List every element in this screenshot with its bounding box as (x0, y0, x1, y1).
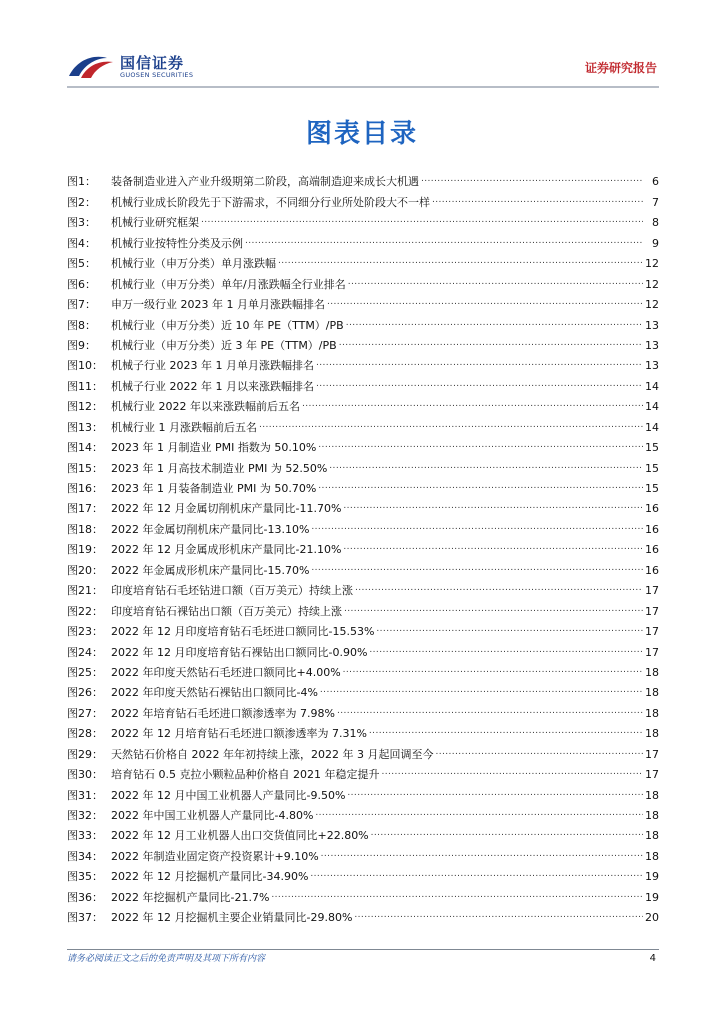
toc-entry-page: 12 (645, 257, 659, 271)
toc-entry-title: 印度培育钻石裸钻出口额（百万美元）持续上涨 (111, 604, 342, 618)
toc-entry-number: 图26： (67, 686, 103, 700)
toc-entry-leader (271, 889, 643, 902)
toc-entry-title: 天然钻石价格自 2022 年年初持续上涨，2022 年 3 月起回调至今 (111, 747, 434, 761)
toc-entry-number: 图36： (67, 890, 103, 904)
toc-entry-page: 17 (645, 625, 659, 639)
toc-entry-leader (320, 684, 643, 697)
toc-entry-leader (432, 194, 643, 207)
toc-entry[interactable] (67, 311, 659, 331)
toc-entry-leader (318, 439, 643, 452)
toc-entry[interactable] (67, 188, 659, 208)
toc-entry[interactable] (67, 822, 659, 842)
toc-entry-title: 机械子行业 2022 年 1 月以来涨跌幅排名 (111, 379, 314, 393)
toc-entry-leader (311, 521, 643, 534)
toc-entry-page: 16 (645, 522, 659, 536)
toc-entry[interactable] (67, 863, 659, 883)
toc-entry-page: 19 (645, 890, 659, 904)
logo-en-text: GUOSEN SECURITIES (120, 71, 194, 79)
toc-entry[interactable] (67, 577, 659, 597)
toc-entry-leader (259, 419, 643, 432)
toc-entry-page: 16 (645, 563, 659, 577)
toc-entry-leader (347, 787, 643, 800)
toc-entry-page: 17 (645, 584, 659, 598)
toc-entry-title: 印度培育钻石毛坯钻进口额（百万美元）持续上涨 (111, 584, 353, 598)
toc-entry[interactable] (67, 372, 659, 392)
toc-entry-number: 图19： (67, 543, 103, 557)
toc-entry-leader (245, 235, 643, 248)
toc-entry[interactable] (67, 332, 659, 352)
toc-entry-title: 2023 年 1 月制造业 PMI 指数为 50.10% (111, 441, 317, 455)
toc-entry[interactable] (67, 413, 659, 433)
toc-entry-leader (371, 827, 643, 840)
toc-entry-title: 2022 年 12 月工业机器人出口交货值同比+22.80% (111, 829, 369, 843)
toc-entry-leader (337, 705, 643, 718)
toc-entry-leader (316, 378, 643, 391)
toc-entry-page: 16 (645, 543, 659, 557)
toc-entry-leader (344, 603, 643, 616)
toc-entry-leader (421, 173, 643, 186)
toc-entry-title: 机械行业研究框架 (111, 216, 199, 230)
toc-entry-page: 13 (645, 359, 659, 373)
toc-entry-title: 机械子行业 2023 年 1 月单月涨跌幅排名 (111, 359, 314, 373)
toc-entry[interactable] (67, 270, 659, 290)
toc-entry[interactable] (67, 679, 659, 699)
toc-entry-title: 培育钻石 0.5 克拉小颗粒品种价格自 2021 年稳定提升 (111, 768, 380, 782)
toc-entry[interactable] (67, 618, 659, 638)
toc-entry[interactable] (67, 352, 659, 372)
toc-entry-number: 图11： (67, 379, 103, 393)
toc-entry[interactable] (67, 638, 659, 658)
toc-entry-page: 14 (645, 379, 659, 393)
toc-entry-page: 15 (645, 461, 659, 475)
toc-entry-title: 机械行业（申万分类）近 10 年 PE（TTM）/PB (111, 318, 344, 332)
page-title: 图表目录 (305, 119, 418, 149)
toc-entry-number: 图27： (67, 706, 103, 720)
header-divider (67, 86, 659, 88)
toc-entry[interactable] (67, 536, 659, 556)
toc-entry-title: 机械行业（申万分类）单年/月涨跌幅全行业排名 (111, 277, 346, 291)
toc-entry-number: 图15： (67, 461, 103, 475)
toc-entry-leader (376, 623, 643, 636)
toc-entry[interactable] (67, 740, 659, 760)
toc-entry[interactable] (67, 597, 659, 617)
page-number: 4 (649, 953, 656, 964)
toc-entry[interactable] (67, 761, 659, 781)
toc-entry[interactable] (67, 883, 659, 903)
toc-entry-title: 2022 年 12 月金属成形机床产量同比-21.10% (111, 543, 342, 557)
toc-entry-page: 9 (652, 236, 659, 250)
toc-entry-number: 图18： (67, 522, 103, 536)
toc-entry-page: 18 (645, 665, 659, 679)
toc-entry-number: 图21： (67, 584, 103, 598)
toc-entry-leader (315, 807, 643, 820)
toc-entry-title: 2022 年 12 月培育钻石毛坯进口额渗透率为 7.31% (111, 727, 367, 741)
company-logo (67, 50, 217, 84)
toc-entry-number: 图23： (67, 625, 103, 639)
toc-entry-number: 图12： (67, 400, 103, 414)
toc-entry-page: 18 (645, 809, 659, 822)
toc-entry-leader (435, 746, 643, 759)
toc-entry-title: 2023 年 1 月装备制造业 PMI 为 50.70% (111, 482, 317, 495)
toc-entry-title: 2022 年培育钻石毛坯进口额渗透率为 7.98% (111, 706, 335, 720)
toc-entry[interactable] (67, 250, 659, 270)
toc-entry-page: 18 (645, 849, 659, 863)
toc-entry-title: 申万一级行业 2023 年 1 月单月涨跌幅排名 (111, 298, 325, 312)
toc-entry-leader (346, 317, 643, 330)
toc-entry-leader (354, 909, 643, 922)
toc-entry-leader (201, 214, 643, 227)
toc-entry-number: 图5： (67, 257, 96, 271)
toc-entry[interactable] (67, 393, 659, 413)
toc-entry-number: 图16： (67, 482, 103, 495)
toc-entry-page: 16 (645, 502, 659, 516)
footer-disclaimer: 请务必阅读正文之后的免责声明及其项下所有内容 (67, 954, 266, 964)
toc-entry-title: 机械行业 2022 年以来涨跌幅前后五名 (111, 400, 300, 414)
report-type-label: 证券研究报告 (584, 61, 657, 75)
toc-entry[interactable] (67, 556, 659, 576)
toc-entry-title: 机械行业按特性分类及示例 (111, 236, 243, 250)
toc-entry-page: 6 (652, 175, 659, 189)
toc-entry[interactable] (67, 781, 659, 801)
toc-entry-number: 图31： (67, 788, 103, 802)
toc-entry-number: 图33： (67, 829, 103, 843)
toc-entry-leader (311, 562, 643, 575)
toc-entry-number: 图9： (67, 338, 96, 352)
toc-entry-number: 图25： (67, 665, 103, 679)
toc-entry[interactable] (67, 515, 659, 535)
toc-entry-number: 图13： (67, 420, 103, 434)
toc-entry-number: 图6： (67, 277, 96, 291)
toc-entry-title: 2022 年 12 月印度培育钻石裸钻出口额同比-0.90% (111, 645, 368, 659)
toc-entry-title: 机械行业 1 月涨跌幅前后五名 (111, 420, 257, 434)
toc-entry-page: 17 (645, 645, 659, 659)
toc-entry-number: 图10： (67, 359, 103, 373)
toc-entry[interactable] (67, 209, 659, 229)
toc-entry-title: 装备制造业进入产业升级期第二阶段，高端制造迎来成长大机遇 (111, 175, 419, 189)
toc-entry-title: 2022 年 12 月印度培育钻石毛坯进口额同比-15.53% (111, 625, 375, 639)
toc-entry-page: 12 (645, 298, 659, 312)
toc-entry-number: 图29： (67, 747, 103, 761)
toc-entry-number: 图17： (67, 502, 103, 516)
toc-entry-page: 18 (645, 727, 659, 741)
toc-entry-title: 机械行业成长阶段先于下游需求，不同细分行业所处阶段大不一样 (111, 195, 430, 209)
toc-entry-page: 18 (645, 788, 659, 802)
toc-entry-page: 13 (645, 318, 659, 332)
toc-entry-page: 17 (645, 604, 659, 618)
page-header (67, 50, 659, 86)
toc-entry-leader (302, 398, 643, 411)
toc-entry-leader (327, 296, 643, 309)
toc-entry[interactable] (67, 475, 659, 495)
toc-entry[interactable] (67, 291, 659, 311)
toc-entry-page: 8 (652, 216, 659, 230)
toc-entry-number: 图7： (67, 298, 96, 312)
toc-entry[interactable] (67, 659, 659, 679)
toc-entry-number: 图3： (67, 216, 96, 230)
toc-entry-page: 19 (645, 870, 659, 884)
toc-entry-number: 图4： (67, 236, 96, 250)
toc-entry-page: 14 (645, 420, 659, 434)
toc-entry-title: 2022 年金属成形机床产量同比-15.70% (111, 563, 310, 577)
toc-entry-number: 图24： (67, 645, 103, 659)
toc-entry-page: 14 (645, 400, 659, 414)
toc-entry-title: 2022 年挖掘机产量同比-21.7% (111, 890, 270, 904)
toc-entry-page: 7 (652, 195, 659, 209)
toc-entry-title: 2022 年 12 月挖掘机产量同比-34.90% (111, 870, 309, 884)
toc-entry-leader (278, 255, 643, 268)
toc-entry-title: 机械行业（申万分类）近 3 年 PE（TTM）/PB (111, 338, 337, 352)
toc-entry-title: 2022 年金属切削机床产量同比-13.10% (111, 522, 310, 536)
toc-entry[interactable] (67, 842, 659, 862)
toc-list (67, 168, 659, 924)
toc-entry-leader (369, 725, 643, 738)
toc-entry[interactable] (67, 495, 659, 515)
toc-entry-page: 20 (645, 911, 659, 925)
toc-entry-title: 2022 年 12 月金属切削机床产量同比-11.70% (111, 502, 342, 516)
toc-entry-number: 图22： (67, 604, 103, 618)
toc-entry-title: 2022 年中国工业机器人产量同比-4.80% (111, 809, 314, 822)
toc-entry[interactable] (67, 904, 659, 924)
logo-cn-text: 国信证券 (120, 54, 185, 72)
toc-entry-number: 图14： (67, 441, 103, 455)
toc-entry-number: 图37： (67, 911, 103, 925)
toc-entry[interactable] (67, 802, 659, 822)
toc-entry-title: 2022 年印度天然钻石裸钻出口额同比-4% (111, 686, 318, 700)
toc-entry-number: 图35： (67, 870, 103, 884)
footer-divider (67, 949, 659, 950)
toc-entry-page: 17 (645, 768, 659, 782)
toc-entry-number: 图30： (67, 768, 103, 782)
toc-entry-leader (321, 848, 643, 861)
toc-entry-leader (348, 276, 643, 289)
toc-entry-page: 13 (645, 338, 659, 352)
toc-entry-leader (355, 582, 643, 595)
logo-mark-icon (67, 52, 115, 82)
toc-entry-leader (343, 500, 643, 513)
toc-entry[interactable] (67, 699, 659, 719)
toc-entry-page: 18 (645, 706, 659, 720)
toc-entry-page: 12 (645, 277, 659, 291)
toc-entry-title: 2022 年印度天然钻石毛坯进口额同比+4.00% (111, 665, 341, 679)
toc-entry-number: 图28： (67, 727, 103, 741)
toc-entry-page: 15 (645, 441, 659, 455)
toc-entry[interactable] (67, 168, 659, 188)
toc-entry[interactable] (67, 229, 659, 249)
toc-entry-leader (381, 766, 643, 779)
toc-entry[interactable] (67, 434, 659, 454)
toc-entry-page: 15 (645, 482, 659, 495)
toc-entry-title: 2022 年 12 月中国工业机器人产量同比-9.50% (111, 788, 346, 802)
toc-entry-number: 图8： (67, 318, 96, 332)
toc-entry-leader (316, 357, 643, 370)
toc-entry-leader (329, 460, 643, 473)
toc-entry-leader (343, 541, 643, 554)
toc-entry-title: 2022 年制造业固定资产投资累计+9.10% (111, 849, 319, 863)
toc-entry-number: 图1： (67, 175, 96, 189)
toc-entry[interactable] (67, 720, 659, 740)
toc-entry-page: 17 (645, 747, 659, 761)
toc-entry-title: 2023 年 1 月高技术制造业 PMI 为 52.50% (111, 461, 328, 475)
toc-entry-number: 图20： (67, 563, 103, 577)
toc-entry-title: 机械行业（申万分类）单月涨跌幅 (111, 257, 276, 271)
toc-entry-leader (310, 868, 643, 881)
toc-entry-page: 18 (645, 686, 659, 700)
toc-entry-page: 18 (645, 829, 659, 843)
toc-entry-leader (369, 644, 643, 657)
toc-entry[interactable] (67, 454, 659, 474)
toc-entry-number: 图34： (67, 849, 103, 863)
toc-entry-leader (318, 480, 643, 493)
toc-entry-title: 2022 年 12 月挖掘机主要企业销量同比-29.80% (111, 911, 353, 925)
toc-entry-number: 图2： (67, 195, 96, 209)
toc-entry-leader (339, 337, 643, 350)
toc-entry-number: 图32： (67, 809, 103, 822)
toc-entry-leader (343, 664, 643, 677)
